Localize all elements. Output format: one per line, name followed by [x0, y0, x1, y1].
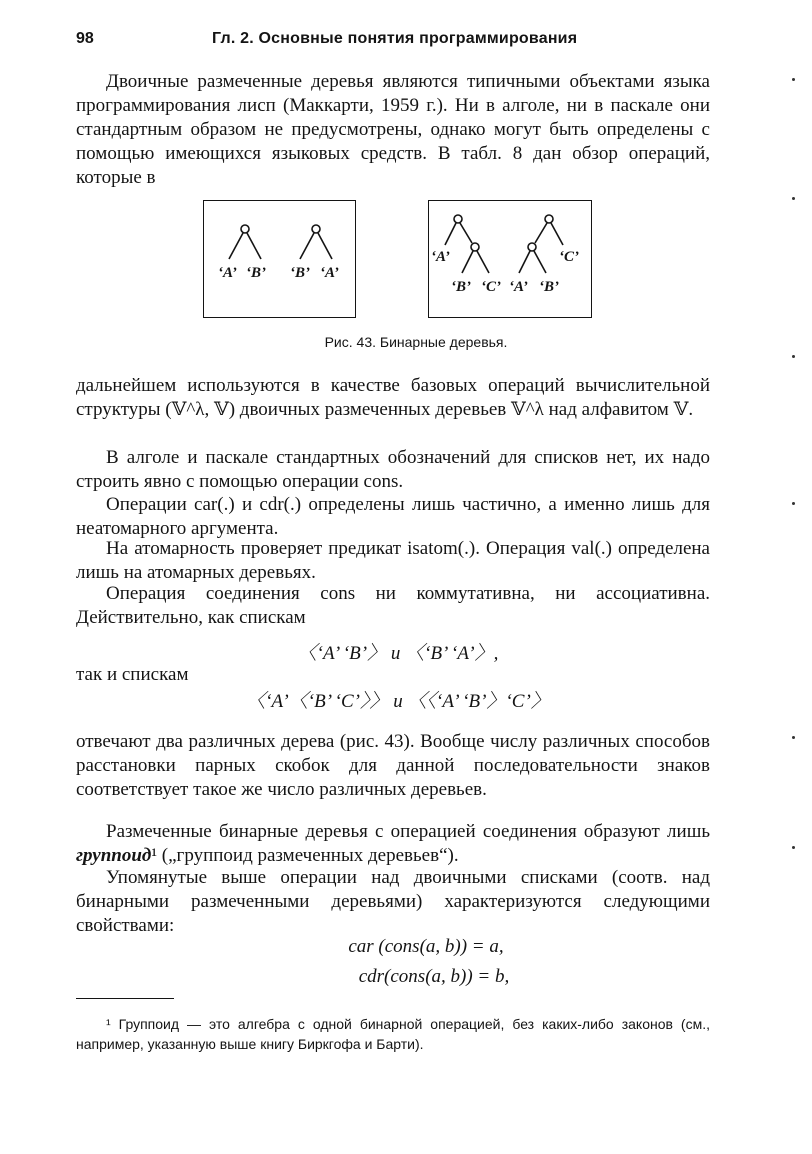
tree-leaf-label: ‘C’: [559, 249, 579, 265]
footnote-rule: [76, 998, 174, 999]
scan-speck: [792, 355, 795, 358]
paragraph-6: Операция соединения cons ни коммутативна, ни ассоциативна. Действительно, как спискам: [76, 583, 710, 628]
paragraph-8: [76, 820, 710, 868]
term-groupoid: группоид: [76, 845, 152, 866]
tree-edge: [477, 251, 489, 273]
figure-caption: Рис. 43. Бинарные деревья.: [324, 334, 508, 350]
scan-speck: [792, 846, 795, 849]
paragraph-7: отвечают два различных дерева (рис. 43). Вообще числу различных способов расстановки парных скобок для данной последовательности знаков соответствует такое же число различных деревьев.: [76, 731, 710, 800]
paragraph-8-text-b: ¹ („группоид размеченных деревьев“).: [151, 845, 459, 866]
tree-edge: [445, 223, 456, 245]
tree-pair-right: [429, 201, 591, 317]
formula-lists-2: 〈‘A’〈‘B’ ‘C’〉〉 и 〈〈‘A’ ‘B’〉‘C’〉: [246, 691, 550, 712]
scan-speck: [792, 197, 795, 200]
paragraph-6-continuation: так и спискам: [76, 664, 189, 685]
tree-edge: [247, 233, 261, 259]
paragraph-1: Двоичные размеченные деревья являются типичными объектами языка программирования лисп (Маккарти, 1959 г.). Ни в алголе, ни в паскале они стандартным образом не предусмотрены, однако могут быть определены с помощью имеющихся языковых средств. В табл. 8 дан обзор операций, которые в: [76, 71, 710, 188]
tree-node: [471, 243, 479, 251]
tree-node: [312, 225, 320, 233]
tree-edge: [534, 251, 546, 273]
paragraph-8-text-a: Размеченные бинарные деревья с операцией соединения образуют лишь: [106, 821, 710, 842]
tree-edge: [519, 251, 530, 273]
tree-leaf-label: ‘B’: [539, 279, 559, 295]
tree-leaf-label: ‘A’: [320, 265, 339, 281]
tree-edge: [318, 233, 332, 259]
tree-node: [545, 215, 553, 223]
formula-cdr: cdr(cons(a, b)) = b,: [358, 966, 510, 987]
scan-speck: [792, 736, 795, 739]
tree-edge: [229, 233, 243, 259]
tree-leaf-label: ‘A’: [218, 265, 237, 281]
tree-edge: [551, 223, 563, 245]
paragraph-3: В алголе и паскале стандартных обозначений для списков нет, их надо строить явно с помощью операции cons.: [76, 447, 710, 492]
page-number: 98: [76, 30, 94, 47]
paragraph-9: Упомянутые выше операции над двоичными списками (соотв. над бинарными размеченными деревьями) характеризуются следующими свойствами:: [76, 867, 710, 936]
scan-speck: [792, 502, 795, 505]
scan-speck: [792, 78, 795, 81]
tree-leaf-label: ‘A’: [509, 279, 528, 295]
tree-leaf-label: ‘B’: [290, 265, 310, 281]
formula-car: car (cons(a, b)) = a,: [348, 936, 504, 957]
running-header: [76, 30, 716, 54]
tree-node: [454, 215, 462, 223]
tree-leaf-label: ‘B’: [246, 265, 266, 281]
tree-edge: [535, 223, 547, 243]
figure-box-right: [428, 200, 592, 318]
running-title: Гл. 2. Основные понятия программирования: [212, 30, 578, 47]
footnote: ¹ Группоид — это алгебра с одной бинарной операцией, без каких-либо законов (см., например, указанную выше книгу Биркгофа и Барти).: [76, 1016, 710, 1052]
paragraph-4: Операции car(.) и cdr(.) определены лишь частично, а именно лишь для неатомарного аргумента.: [76, 494, 710, 539]
figure-box-left: [203, 200, 356, 318]
tree-edge: [300, 233, 314, 259]
paragraph-5: На атомарность проверяет предикат isatom(.). Операция val(.) определена лишь на атомарных деревьях.: [76, 538, 710, 583]
paragraph-2: дальнейшем используются в качестве базовых операций вычислительной структуры (𝕍^λ, 𝕍) двоичных размеченных деревьев 𝕍^λ над алфавитом 𝕍.: [76, 375, 710, 420]
tree-leaf-label: ‘A’: [431, 249, 450, 265]
tree-node: [528, 243, 536, 251]
tree-pair-left: [204, 201, 355, 317]
tree-node: [241, 225, 249, 233]
tree-leaf-label: ‘C’: [481, 279, 501, 295]
formula-lists-1: 〈‘A’ ‘B’〉 и 〈‘B’ ‘A’〉,: [297, 643, 499, 664]
tree-edge: [460, 223, 472, 243]
tree-leaf-label: ‘B’: [451, 279, 471, 295]
tree-edge: [462, 251, 473, 273]
